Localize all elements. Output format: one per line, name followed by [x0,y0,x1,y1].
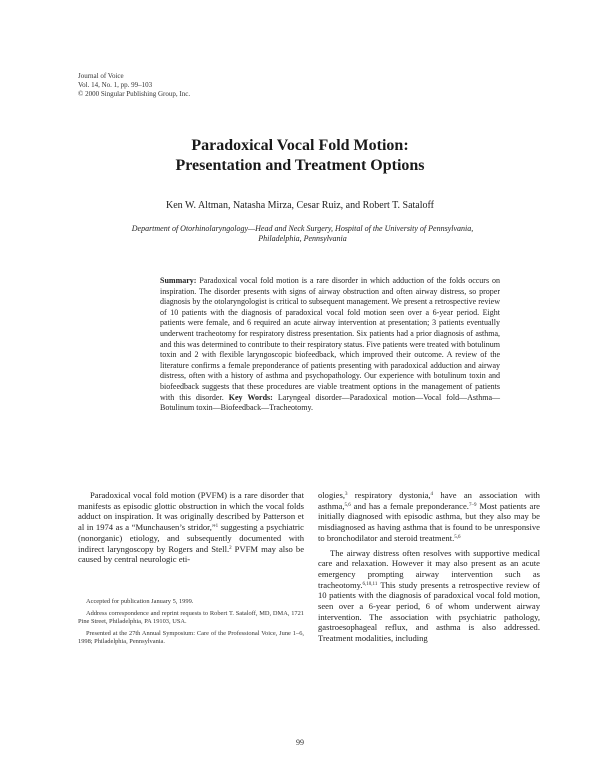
title-line-1: Paradoxical Vocal Fold Motion: [191,137,409,154]
body-column-left [78,490,304,565]
cont-text-c: have an association with asthma, [318,490,540,511]
airway-text-a: The airway distress often resolves with supportive medical care and relaxation. However it may also present as an acute emergency prompting airway intervention such as tracheotomy. [318,547,540,590]
cont-text-b: respiratory dystonia, [347,490,431,500]
airway-paragraph [318,548,540,644]
summary-abstract [160,276,500,414]
footnote-presented: Presented at the 27th Annual Symposium: Care of the Professional Voice, June 1–6, 1998; Philadelphia, Pennsylvania. [78,630,304,645]
airway-text-b: This study presents a retrospective review of 10 patients with the diagnosis of paradoxical vocal fold motion, seen over a 6-year period, 6 of whom underwent airway intervention. The association with psychiatric pathology, gastroesophageal reflux, and asthma is also addressed. Treatment modalities, including [318,579,540,644]
continued-paragraph [318,490,540,544]
page-number: 99 [296,738,304,747]
intro-text-c: PVFM may also be caused by central neurologic eti- [78,543,305,565]
cont-text-e: Most patients are initially diagnosed with episodic asthma, but they also may be misdiagnosed as having asthma that is found to be unresponsive to bronchodilator and steroid treatment. [318,500,540,543]
cont-text-d: and has a female preponderance. [350,500,469,511]
title-line-2: Presentation and Treatment Options [175,157,425,174]
intro-text-b: suggesting a psychiatric (nonorganic) etiology, and subsequently documented with indirect laryngoscopy by Rogers and Stell. [78,522,305,554]
affiliation: Department of Otorhinolaryngology—Head and Neck Surgery, Hospital of the University of Pennsylvania, Philadelphia, Pennsylvania [131,224,474,243]
journal-volume: Vol. 14, No. 1, pp. 99–103 [78,81,153,89]
citation-2: 2 [229,545,232,551]
citation-1: 1 [215,524,219,530]
citation-8: 6,10,11 [362,581,378,587]
cont-text-a: ologies, [318,490,345,500]
journal-name: Journal of Voice [78,72,124,80]
summary-text: Paradoxical vocal fold motion is a rare disorder in which adduction of the folds occurs on inspiration. The disorder presents with signs of airway obstruction and often airway distress, so proper diagnosis by the otolaryngologist is critical to subsequent management. We present a retrospective review of 10 patients with the diagnosis of paradoxical vocal fold motion seen over a 6-year period. Eight patients were female, and 6 required an acute airway intervention at presentation; 3 patients eventually underwent tracheotomy for respiratory distress presentation. Six patients had a prior diagnosis of asthma, and this was determined to contribute to their respiratory status. Five patients were treated with botulinum toxin and 2 with flexible laryngoscopic biofeedback, which improved their outcome. A review of the literature confirms a female preponderance of patients presenting with paradoxical adduction and airway distress, often with a history of asthma and psychopathology. Our experience with botulinum toxin and biofeedback suggests that these procedures are viable treatment options in the management of patients with this disorder. [160,276,500,402]
intro-paragraph [78,490,304,565]
citation-7: 5,6 [454,534,461,540]
footnote-accepted: Accepted for publication January 5, 1999. [86,598,194,605]
citation-3: 3 [344,492,348,497]
citation-5: 5,6 [344,502,351,508]
intro-text-a: Paradoxical vocal fold motion (PVFM) is a rare disorder that manifests as episodic glottic obstruction in which the vocal folds adduct on inspiration. It was originally described by Patterson et al in 1974 as a “Munchausen’s stridor,” [78,490,304,533]
citation-4: 4 [430,492,434,497]
footnotes [78,598,304,650]
authors: Ken W. Altman, Natasha Mirza, Cesar Ruiz, and Robert T. Sataloff [166,200,434,211]
key-words-label: Key Words: [228,392,273,402]
journal-info [78,72,190,99]
summary-label: Summary: [160,276,197,285]
article-title [0,136,600,176]
journal-copyright: © 2000 Singular Publishing Group, Inc. [78,90,191,98]
body-column-right [318,490,540,644]
citation-6: 7–9 [468,502,477,508]
key-words-text: Laryngeal disorder—Paradoxical motion—Vocal fold—Asthma—Botulinum toxin—Biofeedback—Tracheotomy. [160,392,501,413]
footnote-address: Address correspondence and reprint requests to Robert T. Sataloff, MD, DMA, 1721 Pine Street, Philadelphia, PA 19103, USA. [78,610,304,625]
